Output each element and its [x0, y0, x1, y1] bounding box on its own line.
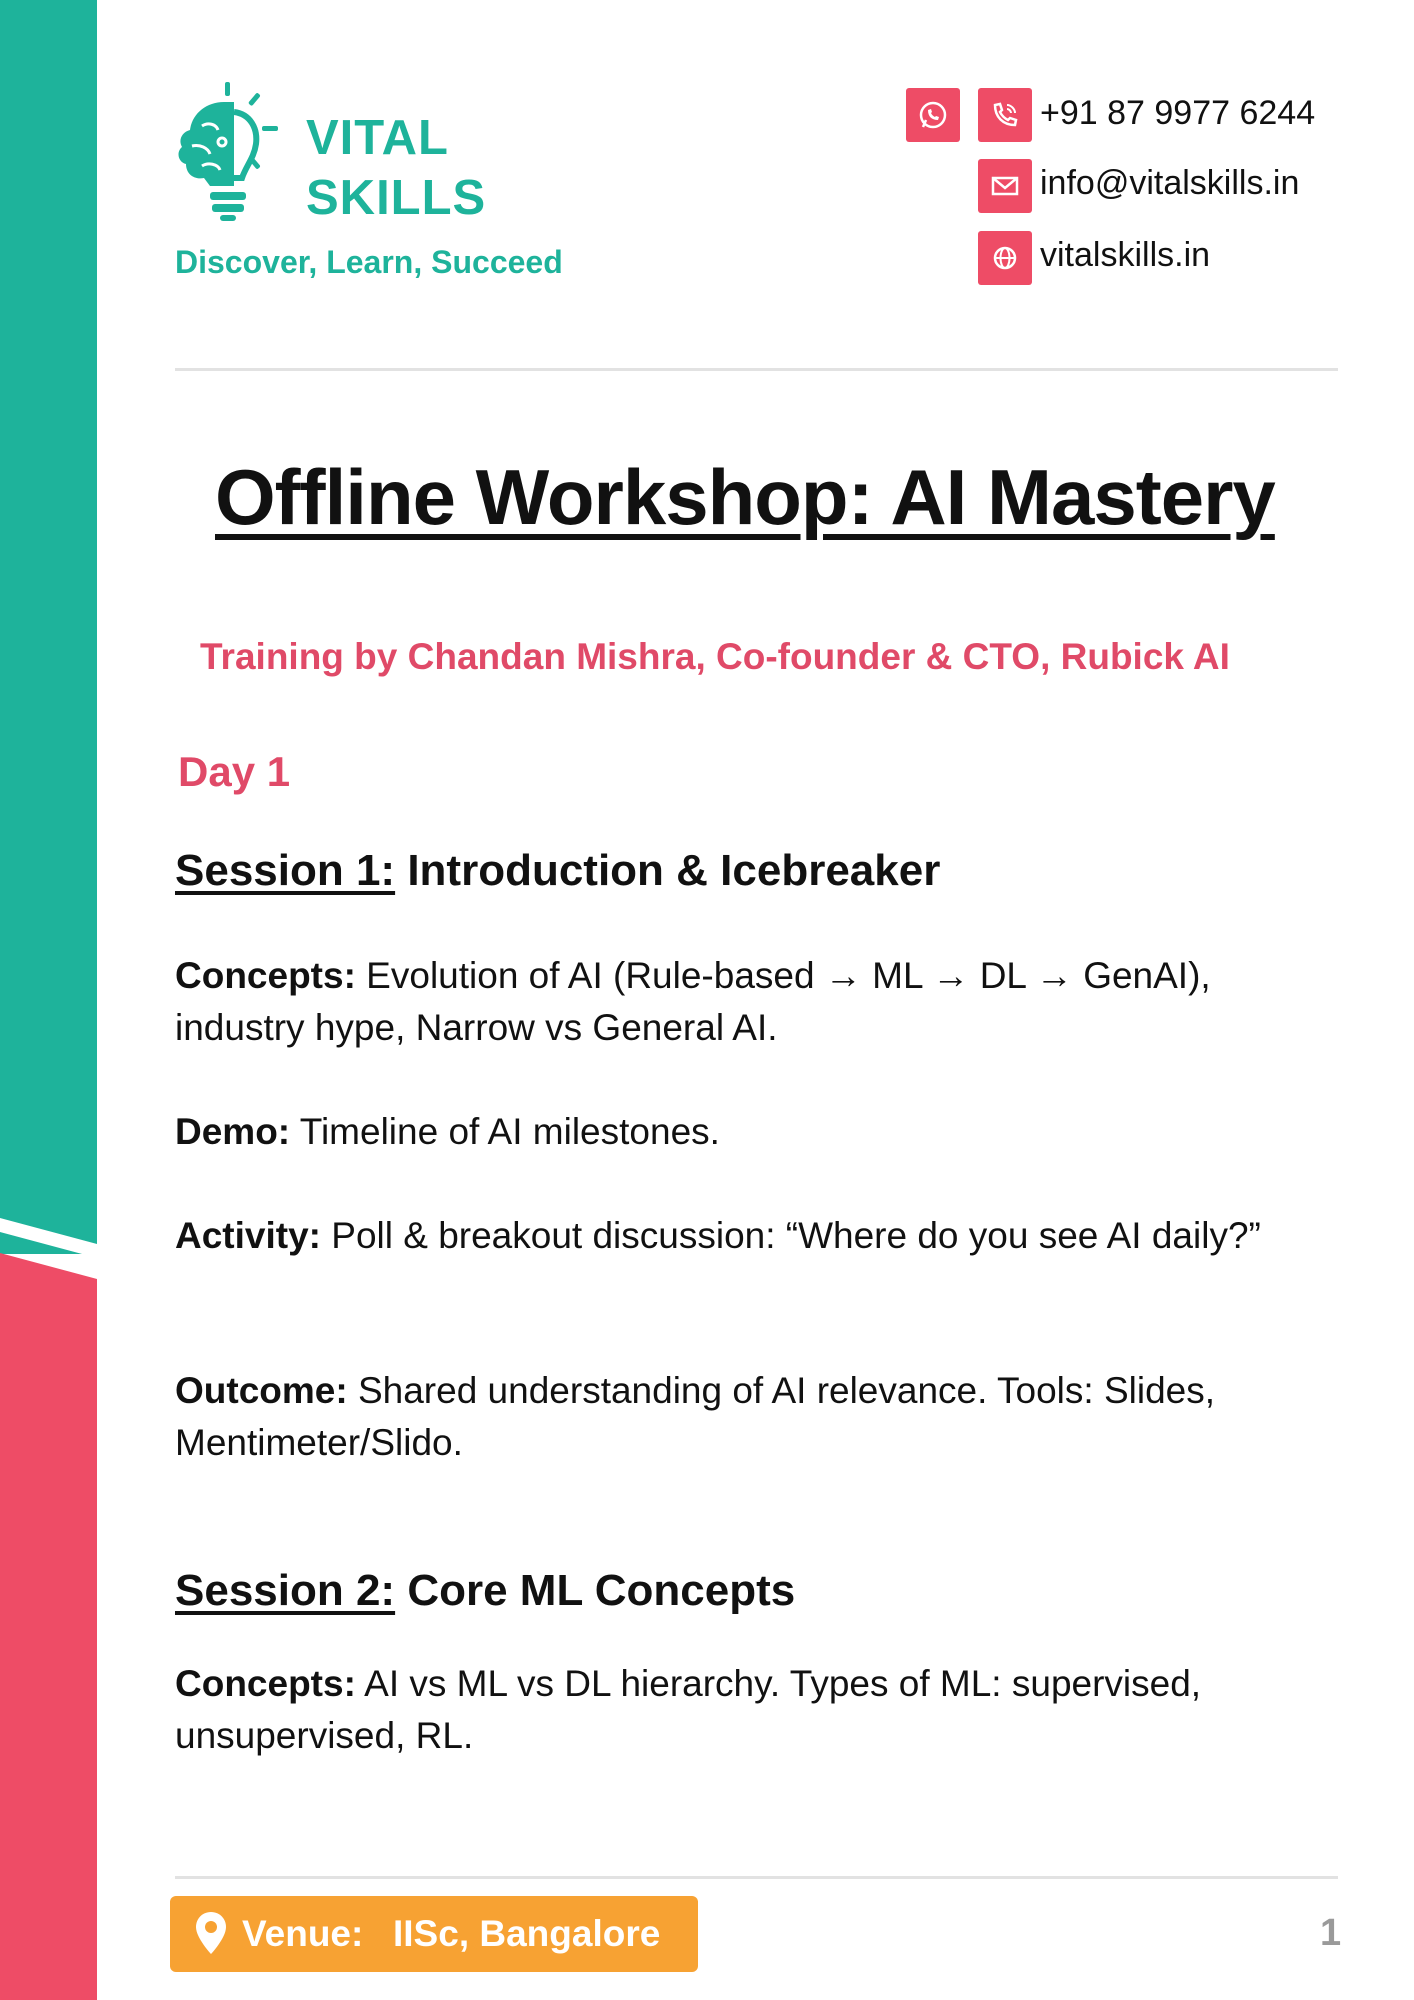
location-pin-icon	[194, 1910, 228, 1956]
item-key: Outcome:	[175, 1370, 348, 1411]
session-2-name: Core ML Concepts	[395, 1566, 796, 1615]
brand-tagline: Discover, Learn, Succeed	[175, 244, 563, 280]
session-2-label: Session 2:	[175, 1566, 396, 1615]
venue-badge	[170, 1896, 698, 1972]
session-1-label: Session 1:	[175, 846, 396, 895]
session-1-heading	[175, 846, 940, 896]
brain-lightbulb-icon	[172, 82, 282, 222]
session-1-name: Introduction & Icebreaker	[395, 846, 941, 895]
header-divider	[175, 368, 1338, 371]
item-key: Demo:	[175, 1111, 291, 1152]
item-text: Timeline of AI milestones.	[290, 1111, 720, 1152]
venue-label: Venue:	[242, 1913, 364, 1954]
item-text: Shared understanding of AI relevance. Tools: Slides, Mentimeter/Slido.	[175, 1370, 1216, 1463]
session-1-outcome	[175, 1365, 1325, 1469]
contact-website[interactable]: vitalskills.in	[1040, 236, 1211, 274]
email-icon[interactable]	[978, 159, 1032, 213]
page-subtitle: Training by Chandan Mishra, Co-founder & CTO, Rubick AI	[200, 636, 1230, 677]
item-text: Evolution of AI (Rule-based → ML → DL → GenAI), industry hype, Narrow vs General AI.	[175, 955, 1211, 1048]
session-2-concepts	[175, 1658, 1325, 1762]
phone-icon[interactable]	[978, 88, 1032, 142]
left-red-band	[0, 1230, 97, 2000]
contact-phone[interactable]: +91 87 9977 6244	[1040, 94, 1316, 132]
whatsapp-icon[interactable]	[906, 88, 960, 142]
contact-email[interactable]: info@vitalskills.in	[1040, 164, 1300, 202]
footer-divider	[175, 1876, 1338, 1879]
session-1-activity	[175, 1210, 1325, 1262]
session-2-heading	[175, 1566, 795, 1616]
left-teal-band	[0, 0, 97, 1254]
item-text: AI vs ML vs DL hierarchy. Types of ML: supervised, unsupervised, RL.	[175, 1663, 1202, 1756]
page-title: Offline Workshop: AI Mastery	[215, 453, 1275, 541]
venue-value: IISc, Bangalore	[393, 1913, 661, 1954]
item-key: Activity:	[175, 1215, 321, 1256]
session-1-demo	[175, 1106, 1325, 1158]
brand-name	[306, 108, 486, 228]
brand-name-line2: SKILLS	[306, 171, 487, 225]
item-key: Concepts:	[175, 1663, 356, 1704]
session-1-concepts	[175, 950, 1325, 1054]
day-heading: Day 1	[178, 748, 291, 795]
globe-icon[interactable]	[978, 231, 1032, 285]
item-key: Concepts:	[175, 955, 356, 996]
brand-name-line1: VITAL	[306, 111, 449, 165]
item-text: Poll & breakout discussion: “Where do you see AI daily?”	[320, 1215, 1261, 1256]
page-number: 1	[1320, 1912, 1342, 1954]
